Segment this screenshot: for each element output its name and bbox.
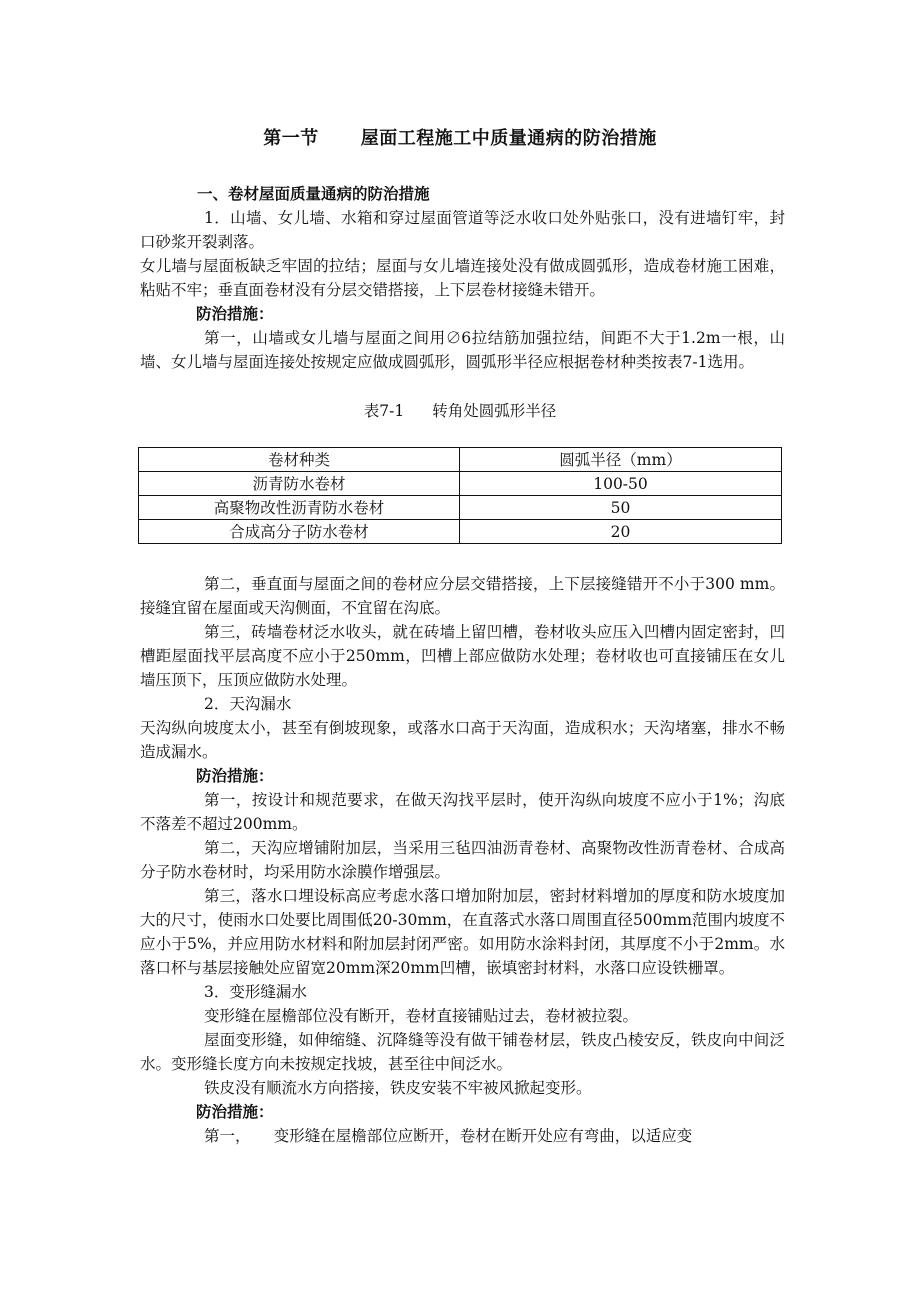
table-number: 表7-1 [363,402,405,420]
title-section-number: 第一节 [263,128,319,149]
table-title: 转角处圆弧形半径 [432,402,557,420]
paragraph: 铁皮没有顺流水方向搭接，铁皮安装不牢被风掀起变形。 [204,1079,592,1097]
table-header-row [139,448,782,472]
text-block-2 [140,572,785,1148]
measures-heading: 防治措施： [196,1102,274,1121]
title-text: 屋面工程施工中质量通病的防治措施 [360,128,657,149]
paragraph: 第二，垂直面与屋面之间的卷材应分层交错搭接，上下层接缝错开不小于300 mm。接缝宜留在屋面或天沟侧面，不宜留在沟底。 [140,575,785,617]
table-cell: 高聚物改性沥青防水卷材 [139,496,460,520]
radius-table [138,447,782,544]
table-cell: 合成高分子防水卷材 [139,520,460,544]
paragraph: 第一，按设计和规范要求，在做天沟找平层时，使开沟纵向坡度不应小于1%；沟底不落差不超过200mm。 [140,791,785,833]
table-row [139,496,782,520]
paragraph: 女儿墙与屋面板缺乏牢固的拉结；屋面与女儿墙连接处没有做成圆弧形，造成卷材施工困难，粘贴不牢；垂直面卷材没有分层交错搭接，上下层卷材接缝未错开。 [140,257,785,299]
table-header-cell: 圆弧半径（mm） [460,448,782,472]
page-title [0,124,920,150]
table-row [139,520,782,544]
paragraph: 第一，山墙或女儿墙与屋面之间用∅6拉结筋加强拉结，间距不大于1.2m一根，山墙、女儿墙与屋面连接处按规定应做成圆弧形，圆弧形半径应根据卷材种类按表7-1选用。 [140,329,785,371]
table-cell: 沥青防水卷材 [139,472,460,496]
table-cell: 20 [460,520,782,544]
paragraph: 第三，砖墙卷材泛水收头，就在砖墙上留凹槽，卷材收头应压入凹槽内固定密封，凹槽距屋面找平层高度不应小于250mm，凹槽上部应做防水处理；卷材收也可直接铺压在女儿墙压顶下，压顶应做防水处理。 [140,623,785,689]
paragraph: 3．变形缝漏水 [204,983,307,1001]
text-block-1 [140,206,785,374]
paragraph: 第三，落水口埋设标高应考虑水落口增加附加层，密封材料增加的厚度和防水坡度加大的尺寸，使雨水口处要比周围低20-30mm，在直落式水落口周围直径500mm范围内坡度不应小于5%，并应用防水材料和附加层封闭严密。如用防水涂料封闭，其厚度不小于2mm。水落口杯与基层接触处应留宽20mm深20mm凹槽，嵌填密封材料，水落口应设铁栅罩。 [140,887,785,977]
section-heading: 一、卷材屋面质量通病的防治措施 [197,184,430,203]
paragraph: 天沟纵向坡度太小，甚至有倒坡现象，或落水口高于天沟面，造成积水；天沟堵塞，排水不畅造成漏水。 [140,719,785,761]
measures-heading: 防治措施： [196,766,274,785]
paragraph: 变形缝在屋檐部位没有断开，卷材直接铺贴过去，卷材被拉裂。 [204,1007,639,1025]
paragraph: 屋面变形缝，如伸缩缝、沉降缝等没有做干铺卷材层，铁皮凸棱安反，铁皮向中间泛水。变形缝长度方向未按规定找坡，甚至往中间泛水。 [140,1031,785,1073]
table-caption [0,399,920,421]
paragraph: 1．山墙、女儿墙、水箱和穿过屋面管道等泛水收口处外贴张口，没有进墙钉牢，封口砂浆开裂剥落。 [140,209,785,251]
paragraph: 第一， 变形缝在屋檐部位应断开，卷材在断开处应有弯曲，以适应变 [204,1127,693,1145]
measures-heading: 防治措施： [196,304,274,323]
table-cell: 100-50 [460,472,782,496]
paragraph: 2．天沟漏水 [204,695,292,713]
table-header-cell: 卷材种类 [139,448,460,472]
paragraph: 第二，天沟应增铺附加层，当采用三毡四油沥青卷材、高聚物改性沥青卷材、合成高分子防水卷材时，均采用防水涂膜作增强层。 [140,839,785,881]
table-cell: 50 [460,496,782,520]
table-row [139,472,782,496]
